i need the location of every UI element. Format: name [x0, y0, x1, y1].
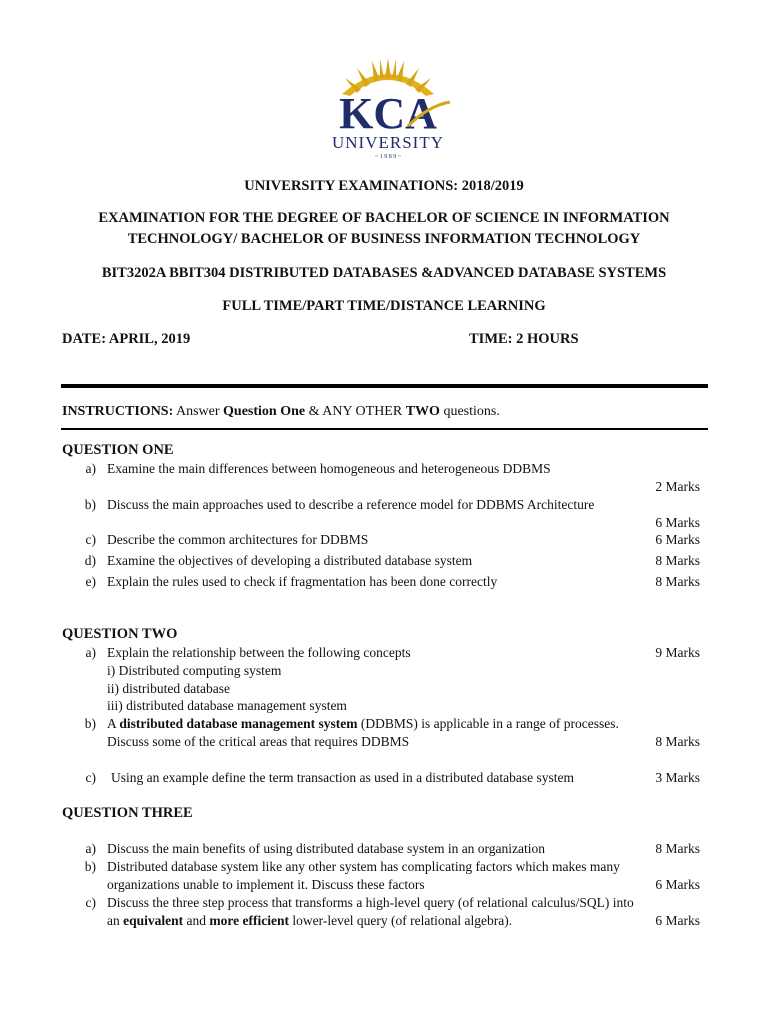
q1-d-letter: d): [84, 553, 96, 568]
q1-d-text: Examine the objectives of developing a distributed database system: [107, 553, 473, 568]
q3-b-line-2: organizations unable to implement it. Discuss these factors: [107, 877, 425, 892]
q1-c-marks: 6 Marks: [655, 532, 700, 547]
logo-year-text: ~ 1 9 8 9 ~: [375, 154, 401, 160]
q1-b-letter: b): [84, 497, 96, 512]
q3-c-marks: 6 Marks: [655, 913, 700, 928]
q3-b-line-1: Distributed database system like any other system has complicating factors which makes many: [107, 859, 620, 874]
instructions-divider: [61, 428, 708, 430]
instructions-text-3: questions.: [439, 404, 500, 419]
degree-heading-line-2: TECHNOLOGY/ BACHELOR OF BUSINESS INFORMATION TECHNOLOGY: [127, 231, 641, 247]
study-mode-heading: FULL TIME/PART TIME/DISTANCE LEARNING: [222, 298, 546, 314]
exam-date: DATE: APRIL, 2019: [62, 331, 191, 347]
q3-a-letter: a): [85, 841, 96, 856]
q3-c-line-1: Discuss the three step process that transforms a high-level query (of relational calculus/SQL) into: [107, 895, 634, 910]
degree-heading-line-1: EXAMINATION FOR THE DEGREE OF BACHELOR OF SCIENCE IN INFORMATION: [98, 210, 670, 226]
q1-b-text: Discuss the main approaches used to describe a reference model for DDBMS Architecture: [107, 497, 595, 512]
logo-university-text: UNIVERSITY: [332, 133, 444, 152]
q2-a-text: Explain the relationship between the following concepts: [107, 645, 411, 660]
question-two-title: QUESTION TWO: [62, 626, 178, 642]
q3-c-mid: and: [183, 913, 210, 928]
q2-b-bold: distributed database management system: [119, 716, 358, 731]
q2-a-item-ii: ii) distributed database: [107, 681, 230, 696]
q3-c-post: lower-level query (of relational algebra).: [288, 913, 513, 928]
logo-kca-text: KCA: [339, 89, 437, 138]
q3-a-text: Discuss the main benefits of using distributed database system in an organization: [107, 841, 546, 856]
exam-duration: TIME: 2 HOURS: [469, 331, 579, 347]
q2-b-post: (DDBMS) is applicable in a range of processes.: [357, 716, 619, 731]
q3-c-bold-2: more efficient: [209, 913, 289, 928]
q2-c-text: Using an example define the term transaction as used in a distributed database system: [111, 770, 574, 785]
q1-c-letter: c): [85, 532, 96, 547]
logo-graphic: [300, 56, 476, 162]
q1-e-text: Explain the rules used to check if fragmentation has been done correctly: [107, 574, 498, 589]
q1-d-marks: 8 Marks: [655, 553, 700, 568]
q2-b-marks: 8 Marks: [655, 734, 700, 749]
question-one-title: QUESTION ONE: [62, 442, 174, 458]
q3-c-line-2: [107, 912, 512, 930]
q2-a-item-i: i) Distributed computing system: [107, 663, 282, 678]
q2-b-line-1: [107, 715, 619, 733]
instructions-bold-1: Question One: [223, 404, 306, 419]
q3-b-letter: b): [84, 859, 96, 874]
q3-b-marks: 6 Marks: [655, 877, 700, 892]
instructions-text-1: Answer: [173, 404, 224, 419]
q1-e-marks: 8 Marks: [655, 574, 700, 589]
q2-a-letter: a): [85, 645, 96, 660]
q1-a-marks: 2 Marks: [655, 479, 700, 494]
q2-b-letter: b): [84, 716, 96, 731]
q2-c-letter: c): [85, 770, 96, 785]
header-divider: [61, 384, 708, 388]
kca-university-logo: [300, 56, 476, 162]
instructions-text-2: & ANY OTHER: [305, 404, 406, 419]
course-heading: BIT3202A BBIT304 DISTRIBUTED DATABASES &ADVANCED DATABASE SYSTEMS: [101, 265, 667, 281]
q2-a-item-iii: iii) distributed database management system: [107, 698, 347, 713]
q1-a-letter: a): [85, 461, 96, 476]
q3-c-pre: an: [107, 913, 124, 928]
q3-c-letter: c): [85, 895, 96, 910]
q3-a-marks: 8 Marks: [655, 841, 700, 856]
question-three-title: QUESTION THREE: [62, 805, 193, 821]
q1-a-text: Examine the main differences between homogeneous and heterogeneous DDBMS: [107, 461, 551, 476]
q2-c-marks: 3 Marks: [655, 770, 700, 785]
q2-b-pre: A: [107, 716, 120, 731]
instructions-line: [62, 403, 500, 421]
q3-c-bold-1: equivalent: [123, 913, 184, 928]
q1-b-marks: 6 Marks: [655, 515, 700, 530]
instructions-label: INSTRUCTIONS:: [62, 404, 174, 419]
q2-b-line-2: Discuss some of the critical areas that requires DDBMS: [107, 734, 410, 749]
instructions-bold-2: TWO: [405, 404, 440, 419]
exam-year-heading: UNIVERSITY EXAMINATIONS: 2018/2019: [244, 178, 524, 194]
q1-c-text: Describe the common architectures for DDBMS: [107, 532, 369, 547]
q2-a-marks: 9 Marks: [655, 645, 700, 660]
q1-e-letter: e): [85, 574, 96, 589]
